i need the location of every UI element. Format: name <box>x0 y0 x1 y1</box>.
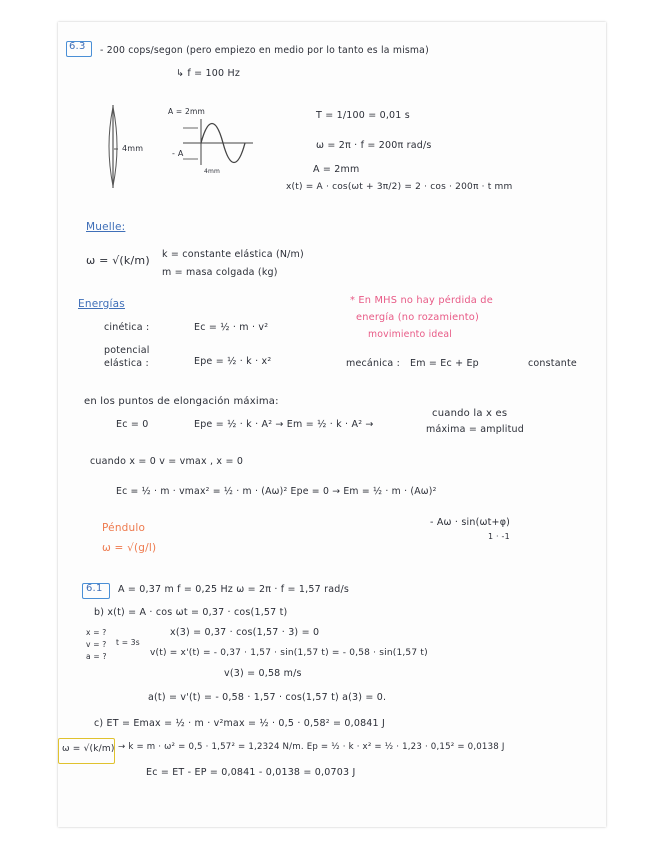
elongacion-ec: Ec = 0 <box>116 419 149 430</box>
ec-calculation: Ec = ET - EP = 0,0841 - 0,0138 = 0,0703 J <box>146 767 356 778</box>
cinetica-label: cinética : <box>104 322 150 333</box>
elongacion-note-1: cuando la x es <box>432 408 508 419</box>
x-at-3: x(3) = 0,37 · cos(1,57 · 3) = 0 <box>170 627 320 638</box>
muelle-formula: ω = √(k/m) <box>86 254 150 267</box>
pendulo-formula: ω = √(g/l) <box>102 542 157 554</box>
question-v: v = ? <box>86 640 107 649</box>
exercise-label-6-3: 6.3 <box>69 41 86 52</box>
ex63-line2: ↳ f = 100 Hz <box>176 68 241 79</box>
constante-label: constante <box>528 358 577 369</box>
energias-heading: Energías <box>78 298 125 310</box>
ex63-period: T = 1/100 = 0,01 s <box>316 110 410 121</box>
a-of-t: a(t) = v'(t) = - 0,58 · 1,57 · cos(1,57 t) a(3) = 0. <box>148 692 387 703</box>
ex63-line1: - 200 cops/segon (pero empiezo en medio por lo tanto es la misma) <box>100 45 429 56</box>
muelle-heading: Muelle: <box>86 221 126 233</box>
c-total-energy: c) ET = Emax = ½ · m · v²max = ½ · 0,5 · 0,58² = 0,0841 J <box>94 718 386 729</box>
k-calculation: → k = m · ω² = 0,5 · 1,57² = 1,2324 N/m. Ep = ½ · k · x² = ½ · 1,23 · 0,15² = 0,0138 J <box>118 742 505 752</box>
energias-note-3: movimiento ideal <box>368 329 453 340</box>
ec-max-line: Ec = ½ · m · vmax² = ½ · m · (Aω)² Epe = 0 → Em = ½ · m · (Aω)² <box>116 486 437 497</box>
diagram-small-label: 4mm <box>204 168 221 175</box>
potencial-label-2: elástica : <box>104 358 149 369</box>
omega-formula-boxed: ω = √(k/m) <box>62 744 115 754</box>
ex61-line-b: b) x(t) = A · cos ωt = 0,37 · cos(1,57 t) <box>94 607 288 618</box>
diagram-plus-a-label: A = 2mm <box>168 107 205 116</box>
time-3s: t = 3s <box>116 638 140 647</box>
ex63-amplitude: A = 2mm <box>313 164 360 175</box>
diagram-4mm-label: 4mm <box>122 144 144 153</box>
ex61-line-a: A = 0,37 m f = 0,25 Hz ω = 2π · f = 1,57 rad/s <box>118 584 350 595</box>
cinetica-formula: Ec = ½ · m · v² <box>194 322 269 333</box>
exercise-label-6-1: 6.1 <box>86 583 103 594</box>
elongacion-epe: Epe = ½ · k · A² → Em = ½ · k · A² → <box>194 419 374 430</box>
mecanica-formula: Em = Ec + Ep <box>410 358 479 369</box>
derivative-line: - Aω · sin(ωt+φ) <box>430 517 511 528</box>
derivative-line-2: 1 · -1 <box>488 532 510 541</box>
question-a: a = ? <box>86 652 107 661</box>
v-at-3: v(3) = 0,58 m/s <box>224 668 302 679</box>
ex63-position: x(t) = A · cos(ωt + 3π/2) = 2 · cos · 200π · t mm <box>286 182 513 192</box>
question-x: x = ? <box>86 628 107 637</box>
muelle-k-definition: k = constante elástica (N/m) <box>162 249 304 260</box>
energias-note-2: energía (no rozamiento) <box>356 312 480 323</box>
mecanica-label: mecánica : <box>346 358 401 369</box>
cuando-line: cuando x = 0 v = vmax , x = 0 <box>90 456 244 467</box>
energias-note-1: * En MHS no hay pérdida de <box>350 295 493 306</box>
ex63-omega: ω = 2π · f = 200π rad/s <box>316 140 432 151</box>
elongacion-note-2: máxima = amplitud <box>426 424 524 435</box>
notebook-page <box>58 22 606 827</box>
muelle-m-definition: m = masa colgada (kg) <box>162 267 278 278</box>
potencial-formula: Epe = ½ · k · x² <box>194 356 272 367</box>
potencial-label-1: potencial <box>104 345 150 356</box>
pendulo-heading: Péndulo <box>102 522 146 534</box>
v-of-t: v(t) = x'(t) = - 0,37 · 1,57 · sin(1,57 t) = - 0,58 · sin(1,57 t) <box>150 648 428 658</box>
diagram-minus-a-label: - A <box>172 149 184 158</box>
elongacion-title: en los puntos de elongación máxima: <box>84 396 279 407</box>
